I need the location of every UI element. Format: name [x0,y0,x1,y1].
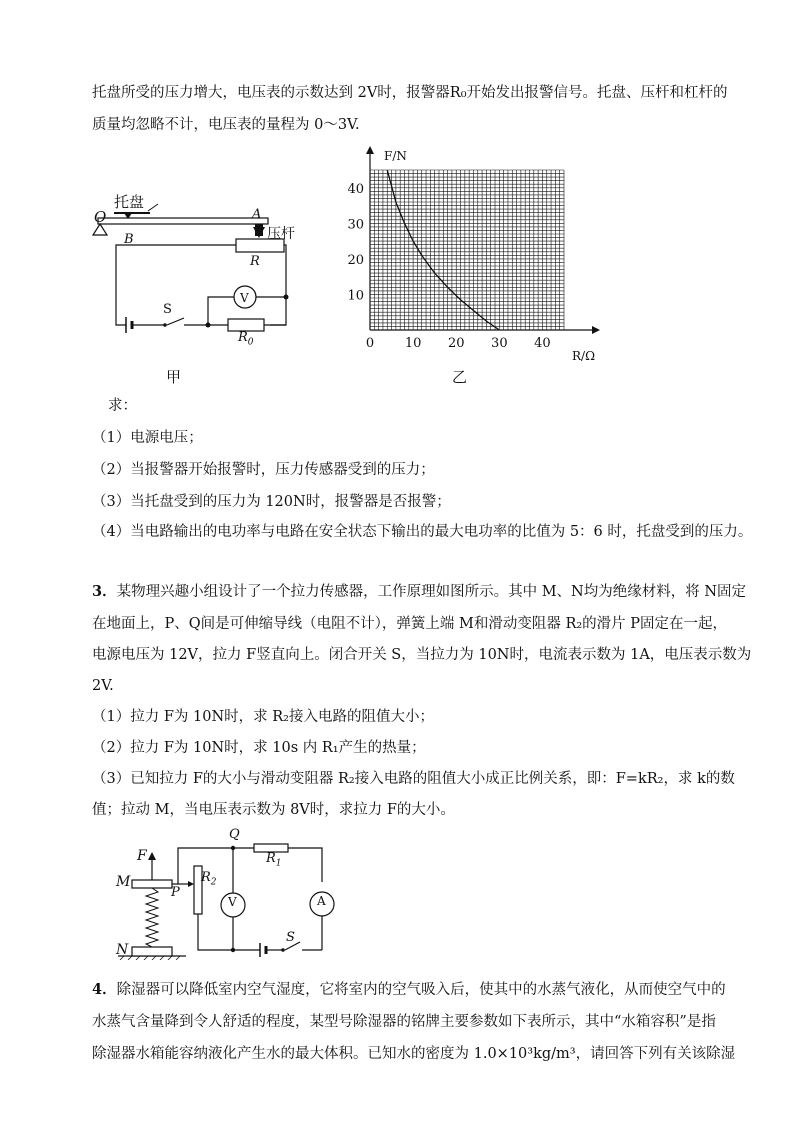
q4-number: 4． [92,981,117,998]
intro-line-2: 质量均忽略不计，电压表的量程为 0～3V. [92,117,360,133]
q4-line-2: 水蒸气含量降到令人舒适的程度，某型号除湿器的铭牌主要参数如下表所示，其中“水箱容积”是指 [92,1014,716,1030]
figure-jia-caption: 甲 [166,368,182,386]
x-tick-label: 0 [365,336,375,351]
tray-label: 托盘 [114,193,145,211]
q3-item-2: （2）拉力 F为 10N时，求 10s 内 R₁产生的热量； [92,740,426,756]
q3-line-2: 在地面上，P、Q间是可伸缩导线（电阻不计），弹簧上端 M和滑动变阻器 R₂的滑片 P固定在一起， [92,616,728,632]
q2-item-4: （4）当电路输出的电功率与电路在安全状态下输出的最大电功率的比值为 5：6 时，托盘受到的压力。 [92,524,753,540]
figure-yi-chart [340,140,610,370]
q2-ask: 求： [108,398,137,414]
q4-line-3: 除湿器水箱能容纳液化产生水的最大体积。已知水的密度为 1.0×10³kg/m³，请回答下列有关该除湿 [92,1046,736,1062]
y-tick-label: 10 [347,288,364,304]
resistor-r2-label: $R_2$ [201,870,217,888]
slider-p-label: P [171,885,180,900]
x-tick-label: 10 [404,336,422,351]
q4-line-1: 4．除湿器可以降低室内空气湿度，它将室内的空气吸入后，使其中的水蒸气液化，从而使空气中的 [92,981,726,998]
press-rod-label: 压杆 [267,226,295,242]
q3-item-1: （1）拉力 F为 10N时，求 R₂接入电路的阻值大小； [92,709,434,725]
q3-item-3a: （3）已知拉力 F的大小与滑动变阻器 R₂接入电路的阻值大小成正比例关系，即：F=kR₂，求 k的数 [92,771,735,787]
ammeter-label: A [317,894,326,908]
block-n-label: N [116,942,129,958]
voltmeter-v-label: V [240,291,249,305]
intro-line-1: 托盘所受的压力增大，电压表的示数达到 2V时，报警器R₀开始发出报警信号。托盘、压杆和杠杆的 [92,85,728,101]
y-tick-label: 20 [347,252,364,268]
q3-line-3: 电源电压为 12V，拉力 F竖直向上。闭合开关 S，当拉力为 10N时，电流表示数为 1A，电压表示数为 [92,647,752,663]
q2-item-3: （3）当托盘受到的压力为 120N时，报警器是否报警； [92,494,451,510]
q3-line-4: 2V. [92,678,114,694]
q3-item-3b: 值；拉动 M，当电压表示数为 8V时，求拉力 F的大小。 [92,802,455,818]
q3-number: 3． [92,583,117,600]
q2-item-1: （1）电源电压； [92,430,203,446]
block-m-label: M [116,874,131,890]
x-tick-label: 30 [491,336,508,351]
resistor-r1-label: $R_1$ [266,851,282,869]
pivot-o-label: O [94,208,107,226]
y-tick-label: 40 [347,181,364,197]
x-axis-arrow [592,326,600,334]
voltmeter-label: V [228,895,237,909]
switch-s-label-q3: S [286,930,295,945]
figure-yi-caption: 乙 [452,368,468,386]
switch-s-label: S [163,302,172,317]
force-f-label: F [137,848,147,864]
y-tick-label: 30 [347,217,364,233]
x-axis-label: R/Ω [572,349,596,363]
x-tick-label: 20 [447,336,465,351]
figure-jia-circuit [88,188,308,388]
resistor-r0-label: $R_0$ [238,330,254,348]
point-b-label: B [124,232,134,247]
q2-item-2: （2）当报警器开始报警时，压力传感器受到的压力； [92,462,435,478]
point-q-label: Q [229,827,240,842]
resistor-r-label: R [250,254,260,269]
y-axis-arrow [366,146,374,154]
point-a-label: A [252,207,262,222]
x-tick-label: 40 [534,336,551,351]
q3-line-1: 3．某物理兴趣小组设计了一个拉力传感器，工作原理如图所示。其中 M、N均为绝缘材料，将 N固定 [92,583,747,600]
y-axis-label: F/N [384,149,407,163]
